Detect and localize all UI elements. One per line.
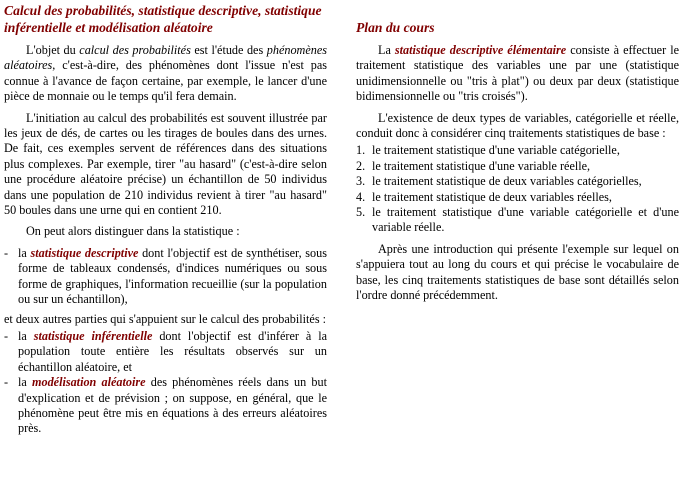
list-item-statistique-descriptive: - la statistique descriptive dont l'objectif est de synthétiser, sous forme de tableaux condensés, d'indices numériques ou sous forme de graphiques, l'information recueillie (sur la population ou sur un échantillon), (4, 245, 327, 307)
calcul-probabilites-term: calcul des probabilités (79, 43, 191, 57)
statistique-descriptive-term: statistique descriptive (30, 245, 139, 260)
list-item: 1. le traitement statistique d'une variable catégorielle, (356, 143, 620, 158)
deux-autres-parties-paragraph: et deux autres parties qui s'appuient sur le calcul des probabilités : (4, 311, 327, 326)
descriptive-list (4, 246, 327, 308)
left-title: Calcul des probabilités, statistique descriptive, statistique inférentielle et modélisation aléatoire (4, 3, 322, 35)
statistique-descriptive-elementaire-term: statistique descriptive élémentaire (394, 43, 567, 57)
list-item-modelisation-aleatoire: - la modélisation aléatoire des phénomènes réels dans un but d'explication et de prévision ; on suppose, en général, que le phénomène peut être mis en équations à des erreurs aléatoires près. (4, 375, 327, 436)
plan-intro-paragraph: La statistique descriptive élémentaire consiste à effectuer le traitement statistique des variables une par une (statistique unidimensionnelle ou "tris à plat") ou deux par deux (statistique bidimensionnelle ou "tris croisés"). (356, 43, 679, 104)
initiation-paragraph: L'initiation au calcul des probabilités est souvent illustrée par les jeux de dés, de cartes ou les tirages de boules dans des urnes. De fait, ces exemples servent de références dans des situations plus complexes. Par exemple, tirer "au hasard" (c'est-à-dire selon une procédure aléatoire précise) un échantillon de 50 individus dans une population de 210 individus revient à tirer "au hasard" 50 boules dans une urne qui en contient 210. (4, 110, 327, 218)
right-column (356, 2, 679, 310)
left-column (4, 2, 327, 441)
intro-paragraph: L'objet du calcul des probabilités est l'étude des phénomènes aléatoires, c'est-à-dire, des phénomènes dont l'issue n'est pas connue à l'avance de façon certaine, par exemple, le lancer d'une pièce de monnaie ou le temps qu'il fera demain. (4, 43, 328, 104)
right-title: Plan du cours (356, 20, 435, 35)
traitements-list (356, 143, 679, 235)
list-item: 3. le traitement statistique de deux variables catégorielles, (356, 174, 642, 189)
distinguer-paragraph: On peut alors distinguer dans la statistique : (26, 224, 240, 239)
apres-introduction-paragraph: Après une introduction qui présente l'exemple sur lequel on s'appuiera tout au long du cours et qui précise le vocabulaire de base, les cinq traitements statistiques de base sont détaillés selon l'ordre donné précédemment. (356, 241, 679, 303)
list-item: 5. le traitement statistique d'une variable catégorielle et d'une variable réelle. (356, 205, 679, 235)
types-variables-paragraph: L'existence de deux types de variables, catégorielle et réelle, conduit donc à considérer cinq traitements statistiques de base : (356, 110, 679, 141)
statistique-inferentielle-term: statistique inférentielle (33, 328, 153, 343)
phenomenes-aleatoires-term: phénomènes aléatoires (4, 43, 328, 73)
list-item: 2. le traitement statistique d'une variable réelle, (356, 158, 591, 173)
list-item: 4. le traitement statistique de deux variables réelles, (356, 189, 612, 204)
inferential-list (4, 329, 327, 437)
list-item-statistique-inferentielle: - la statistique inférentielle dont l'objectif est d'inférer à la population toute entière les résultats observés sur un échantillon aléatoire, et (4, 328, 327, 374)
modelisation-aleatoire-term: modélisation aléatoire (32, 375, 146, 390)
